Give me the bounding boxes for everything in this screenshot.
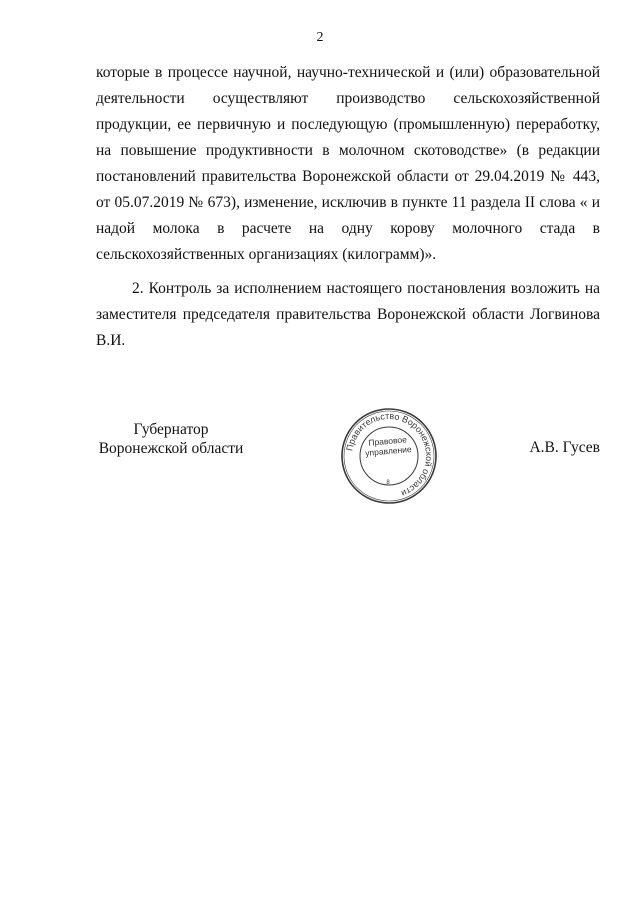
signer-title-line1: Губернатор bbox=[133, 421, 209, 438]
signer-title-line2: Воронежской области bbox=[98, 440, 244, 457]
paragraph-control-clause: 2. Контроль за исполнением настоящего постановления возложить на заместителя председателя правительства Воронежской области Логвинова В.И. bbox=[96, 280, 600, 349]
stamp-center-line1: Правовое bbox=[367, 434, 408, 448]
paragraph-continuation: которые в процессе научной, научно-технической и (или) образовательной деятельности осуществляют производство сельскохозяйственной продукции, ее первичную и последующую (промышленную) переработку, на повышение продуктивности в молочном скотоводстве» (в редакции постановлений правительства Воронежской области от 29.04.2019 № 443, от 05.07.2019 № 673), изменение, исключив в пункте 11 раздела II слова « и надой молока в расчете на одну корову молочного стада в сельскохозяйственных организациях (килограмм)». bbox=[96, 64, 600, 263]
signer-title bbox=[96, 420, 246, 458]
signature-block bbox=[0, 410, 640, 500]
signer-name: А.В. Гусев bbox=[529, 439, 600, 456]
document-body bbox=[96, 60, 600, 354]
page-number: 2 bbox=[316, 30, 324, 45]
stamp-seal-icon bbox=[339, 406, 439, 506]
stamp-number: 8 bbox=[386, 480, 390, 486]
official-stamp bbox=[339, 406, 439, 506]
stamp-center-line2: управление bbox=[364, 443, 413, 458]
stamp-ring-text: Правительство Воронежской области bbox=[344, 410, 435, 499]
